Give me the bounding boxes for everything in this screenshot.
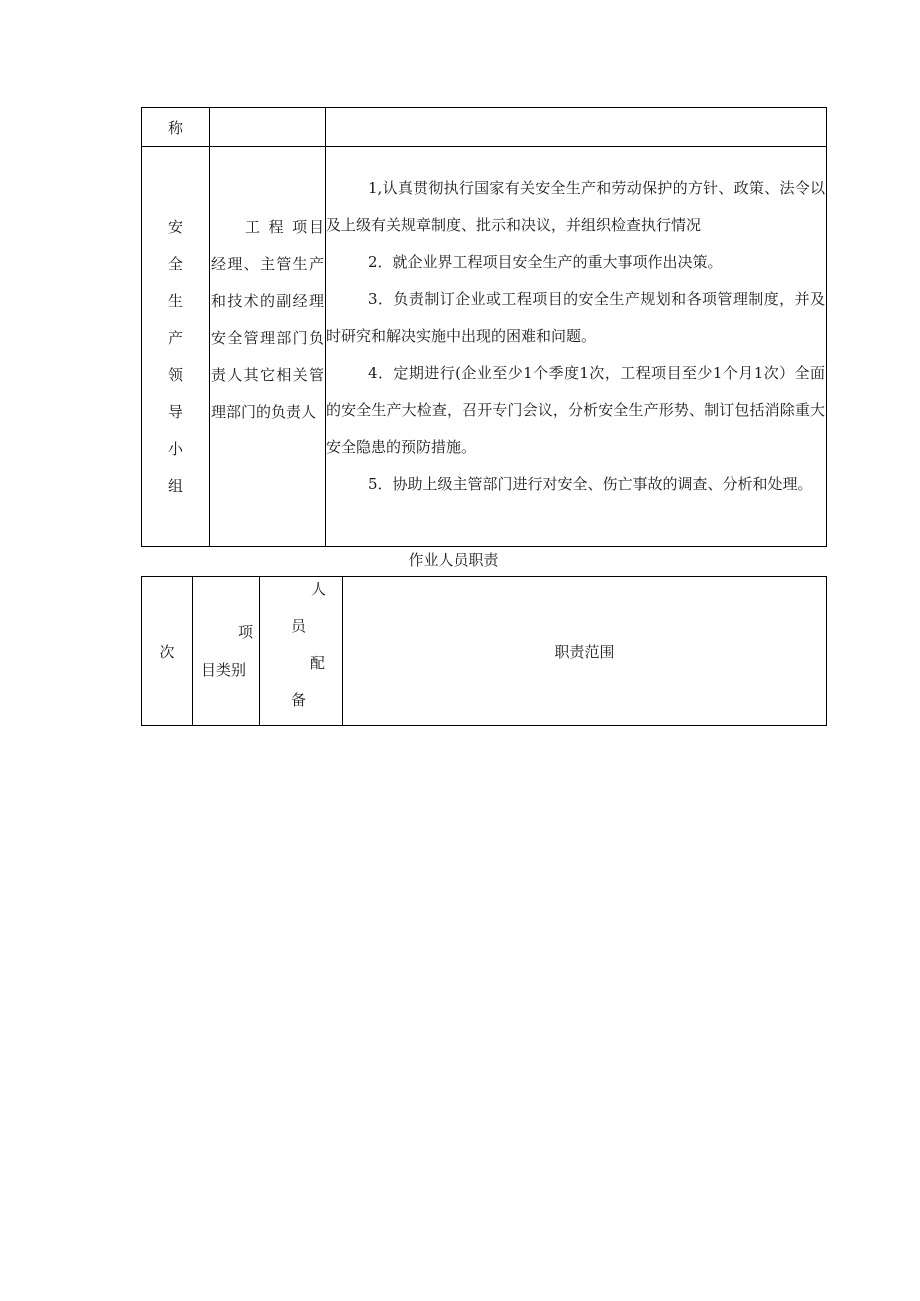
table-header-row xyxy=(142,108,827,147)
duty-item-3: 3．负责制订企业或工程项目的安全生产规划和各项管理制度，并及时研究和解决实施中出现的困难和问题。 xyxy=(326,290,825,345)
roles-cell xyxy=(210,147,326,547)
section-caption: 作业人员职责 xyxy=(408,551,499,569)
staff-duties-table xyxy=(141,576,827,726)
header-name-cell: 称 xyxy=(142,108,210,147)
staff-header xyxy=(260,577,342,725)
roles-text: 工 程 项目经理、主管生产和技术的副经理安全管理部门负责人其它相关管理部门的负责人 xyxy=(211,218,324,421)
duty-item-2: 2．就企业界工程项目安全生产的重大事项作出决策。 xyxy=(368,253,723,271)
header-empty-cell xyxy=(326,108,827,147)
seq-header-cell: 次 xyxy=(142,577,193,726)
duty-item-4: 4．定期进行(企业至少1个季度1次，工程项目至少1个月1次）全面的安全生产大检查，召开专门会议，分析安全生产形势、制订包括消除重大安全隐患的预防措施。 xyxy=(326,364,825,456)
duty-item-1: 1,认真贯彻执行国家有关安全生产和劳动保护的方针、政策、法令以及上级有关规章制度、批示和决议，并组织检查执行情况 xyxy=(326,179,825,234)
table-header-row xyxy=(142,577,827,726)
leadership-table xyxy=(141,107,827,547)
category-header xyxy=(193,613,259,689)
staff-char-4: 备 xyxy=(291,691,307,709)
staff-char-1: 人 xyxy=(311,580,327,598)
header-empty-cell xyxy=(210,108,326,147)
table-row xyxy=(142,147,827,547)
category-header-line2: 目类别 xyxy=(201,661,247,679)
duties-header-cell: 职责范围 xyxy=(343,577,827,726)
staff-char-3: 配 xyxy=(310,654,326,672)
staff-header-cell xyxy=(260,577,343,726)
duties-cell xyxy=(326,147,827,547)
group-name-cell xyxy=(142,147,210,547)
group-name: 安全生产领导小组 xyxy=(167,218,183,495)
duties-list xyxy=(326,170,826,503)
category-header-cell xyxy=(193,577,260,726)
category-header-line1: 项 xyxy=(237,623,253,641)
staff-char-2: 员 xyxy=(291,617,307,635)
duty-item-5: 5．协助上级主管部门进行对安全、伤亡事故的调查、分析和处理。 xyxy=(368,475,813,493)
